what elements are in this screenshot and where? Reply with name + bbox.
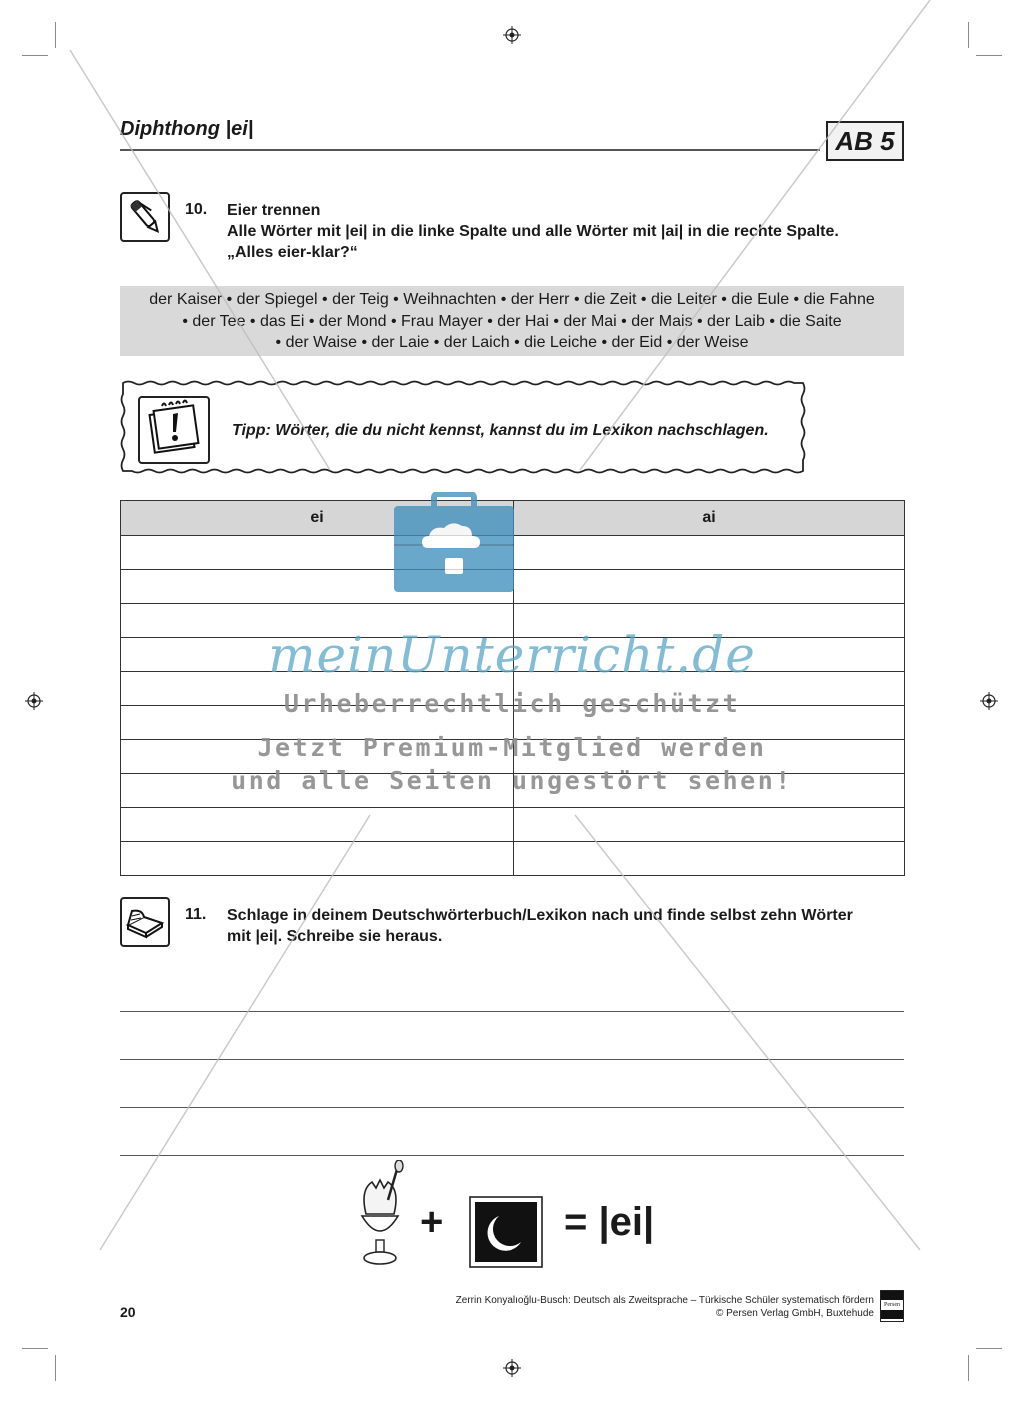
word-list-line: der Kaiser • der Spiegel • der Teig • Weihnachten • der Herr • die Zeit • die Leiter • die Eule • die Fahne — [149, 291, 875, 308]
equation-result: = |ei| — [564, 1200, 655, 1244]
task-instruction: Schlage in deinem Deutschwörterbuch/Lexikon nach und finde selbst zehn Wörter — [227, 907, 853, 924]
task-number: 10. — [185, 201, 208, 218]
briefcase-cloud-icon — [392, 492, 516, 594]
column-header-ai: ai — [514, 501, 905, 536]
task-instruction: mit |ei|. Schreibe sie heraus. — [227, 928, 443, 945]
footer-copyright: © Persen Verlag GmbH, Buxtehude — [715, 1308, 874, 1319]
worksheet-badge: AB 5 — [826, 121, 904, 161]
task-number: 11. — [185, 906, 207, 923]
tip-text: Tipp: Wörter, die du nicht kennst, kannst du im Lexikon nachschlagen. — [232, 422, 769, 439]
plus-sign: + — [420, 1200, 444, 1244]
watermark-notice: und alle Seiten ungestört sehen! — [231, 766, 793, 795]
word-list-line: • der Waise • der Laie • der Laich • die Leiche • der Eid • der Weise — [275, 334, 749, 351]
watermark-notice: Jetzt Premium-Mitglied werden — [257, 733, 767, 762]
watermark-notice: Urheberrechtlich geschützt — [283, 689, 741, 718]
watermark-brand: meinUnterricht.de — [268, 626, 756, 684]
page-title: Diphthong |ei| — [120, 118, 254, 140]
publisher-logo-text: Persen — [884, 1302, 900, 1308]
column-header-ei: ei — [121, 501, 514, 536]
word-list-line: • der Tee • das Ei • der Mond • Frau Mayer • der Hai • der Mai • der Mais • der Laib • die Saite — [182, 312, 842, 330]
task-title: Eier trennen — [227, 202, 321, 219]
page-number: 20 — [120, 1304, 136, 1320]
task-instruction: Alle Wörter mit |ei| in die linke Spalte und alle Wörter mit |ai| in die rechte Spalte. — [227, 223, 839, 240]
task-question: „Alles eier-klar?“ — [227, 244, 358, 261]
footer-credit: Zerrin Konyalıoğlu-Busch: Deutsch als Zweitsprache – Türkische Schüler systematisch fördern — [455, 1295, 874, 1306]
